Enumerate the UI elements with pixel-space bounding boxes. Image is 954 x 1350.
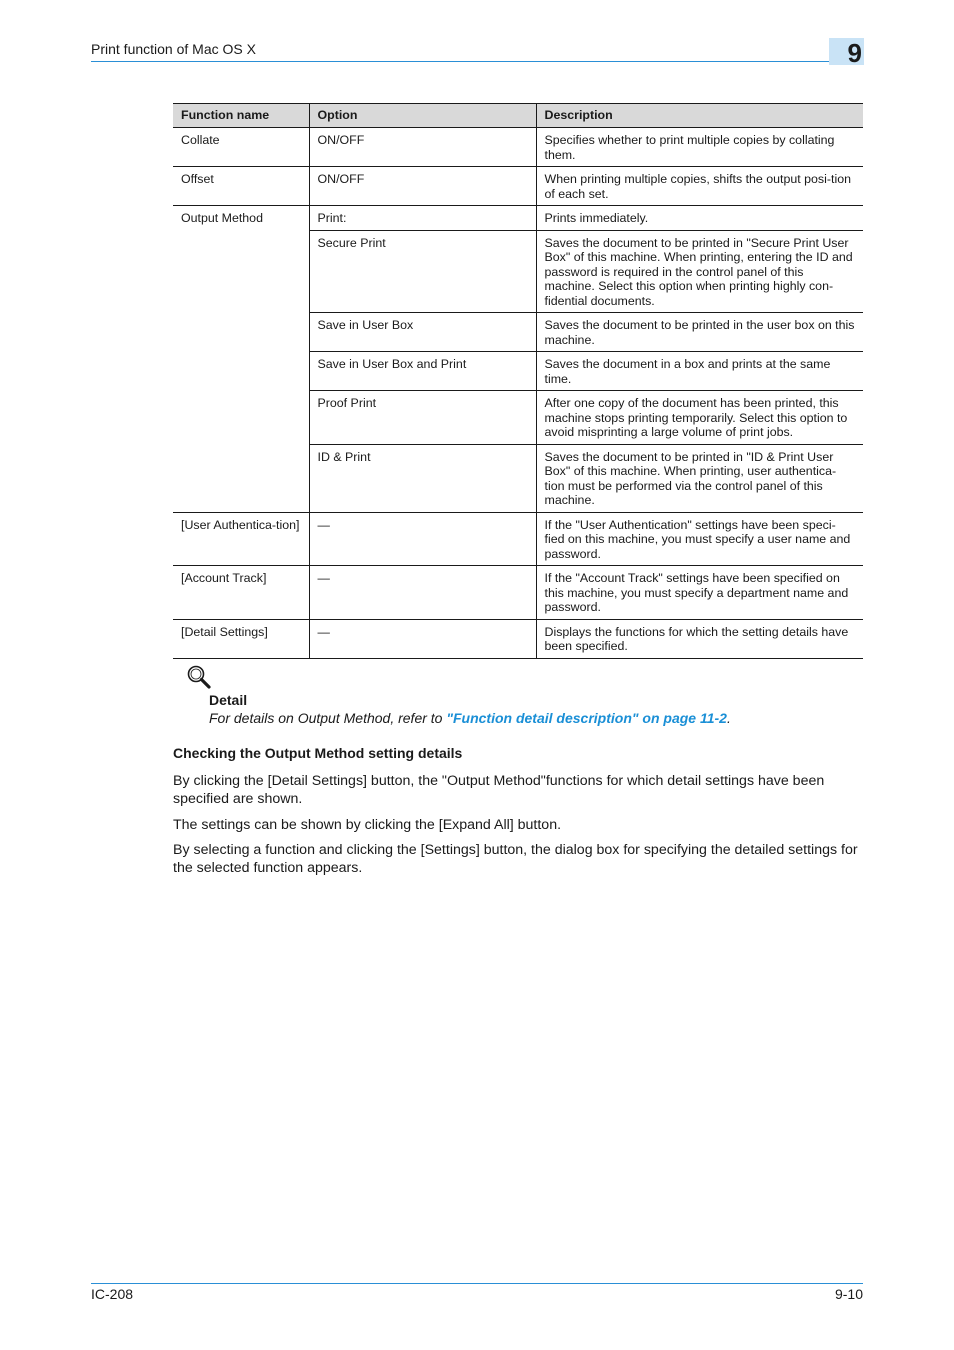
description-cell: Saves the document to be printed in "Secure Print User Box" of this machine. When printing, entering the ID and password is required in the control panel of this machine. Select this option when printing highly con-fidential documents. <box>536 230 863 313</box>
table-header-row <box>173 104 863 128</box>
option-cell: — <box>309 566 536 620</box>
option-cell: — <box>309 512 536 566</box>
function-cell: Offset <box>173 167 309 206</box>
section-heading: Checking the Output Method setting details <box>173 745 463 761</box>
option-cell: ON/OFF <box>309 167 536 206</box>
option-cell: Save in User Box and Print <box>309 352 536 391</box>
option-cell: ON/OFF <box>309 128 536 167</box>
detail-title: Detail <box>209 692 248 708</box>
page-number: 9-10 <box>834 1286 863 1302</box>
column-header-function: Function name <box>173 104 309 128</box>
detail-text <box>209 710 731 726</box>
paragraph: The settings can be shown by clicking the [Expand All] button. <box>173 817 562 833</box>
table-row <box>173 206 863 231</box>
chapter-number: 9 <box>829 38 864 65</box>
page-reference-link[interactable]: "Function detail description" on page 11-2 <box>446 710 727 726</box>
paragraph: By selecting a function and clicking the [Settings] button, the dialog box for specifying the detailed settings for the selected function appears. <box>173 842 858 876</box>
description-cell: When printing multiple copies, shifts the output posi-tion of each set. <box>536 167 863 206</box>
function-cell: [Account Track] <box>173 566 309 620</box>
description-cell: Saves the document in a box and prints at the same time. <box>536 352 863 391</box>
description-cell: Saves the document to be printed in the user box on this machine. <box>536 313 863 352</box>
magnifier-icon <box>186 664 212 690</box>
description-cell: Specifies whether to print multiple copies by collating them. <box>536 128 863 167</box>
description-cell: If the "User Authentication" settings have been speci-fied on this machine, you must specify a user name and password. <box>536 512 863 566</box>
table-row <box>173 512 863 566</box>
table-row <box>173 128 863 167</box>
description-cell: Prints immediately. <box>536 206 863 231</box>
detail-text-before: For details on Output Method, refer to <box>209 710 447 726</box>
column-header-option: Option <box>309 104 536 128</box>
function-table <box>173 103 863 659</box>
option-cell: Proof Print <box>309 391 536 445</box>
description-cell: If the "Account Track" settings have been specified on this machine, you must specify a department name and password. <box>536 566 863 620</box>
function-cell: Collate <box>173 128 309 167</box>
function-cell: [User Authentica-tion] <box>173 512 309 566</box>
description-cell: Saves the document to be printed in "ID & Print User Box" of this machine. When printing, user authentica-tion must be performed via the control panel of this machine. <box>536 444 863 512</box>
option-cell: Print: <box>309 206 536 231</box>
header-rule <box>91 61 863 62</box>
header-title: Print function of Mac OS X <box>91 41 256 57</box>
paragraph: By clicking the [Detail Settings] button, the "Output Method"functions for which detail settings have been specified are shown. <box>173 773 825 807</box>
detail-text-after: . <box>726 710 731 726</box>
option-cell: — <box>309 619 536 658</box>
table-row <box>173 566 863 620</box>
footer-rule <box>91 1283 863 1284</box>
footer-model: IC-208 <box>91 1286 134 1302</box>
option-cell: ID & Print <box>309 444 536 512</box>
description-cell: Displays the functions for which the setting details have been specified. <box>536 619 863 658</box>
option-cell: Secure Print <box>309 230 536 313</box>
option-cell: Save in User Box <box>309 313 536 352</box>
table-row <box>173 619 863 658</box>
description-cell: After one copy of the document has been printed, this machine stops printing temporarily. Select this option to avoid misprinting a large volume of print jobs. <box>536 391 863 445</box>
function-cell: [Detail Settings] <box>173 619 309 658</box>
function-cell: Output Method <box>173 206 309 513</box>
table-row <box>173 167 863 206</box>
column-header-description: Description <box>536 104 863 128</box>
